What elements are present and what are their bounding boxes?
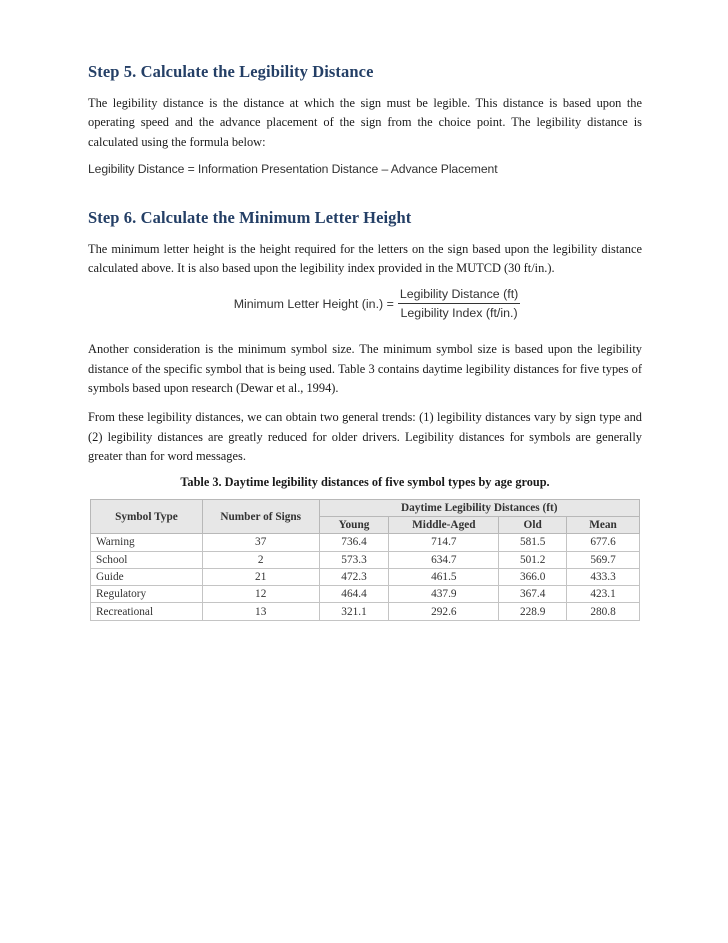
cell-mean: 433.3	[567, 568, 640, 585]
cell-middle-aged: 292.6	[389, 603, 499, 620]
cell-old: 367.4	[499, 586, 567, 603]
trends-paragraph: From these legibility distances, we can obtain two general trends: (1) legibility distances vary by sign type and (2) legibility distances are greatly reduced for older drivers. Legibility distances for symbols are generally greater than for word messages.	[88, 410, 642, 463]
cell-signs: 12	[202, 586, 319, 603]
cell-mean: 677.6	[567, 534, 640, 551]
symbol-size-paragraph: Another consideration is the minimum symbol size. The minimum symbol size is based upon the legibility distance of the specific symbol that is being used. Table 3 contains daytime legibility distances for five types of symbols based upon research (Dewar et al., 1994).	[88, 342, 642, 396]
cell-signs: 37	[202, 534, 319, 551]
cell-type: Warning	[91, 534, 203, 551]
cell-mean: 569.7	[567, 551, 640, 568]
table-row	[91, 568, 640, 585]
formula-fraction	[398, 287, 520, 320]
cell-young: 472.3	[319, 568, 389, 585]
header-number-of-signs: Number of Signs	[202, 500, 319, 534]
formula-lhs: Minimum Letter Height (in.) =	[233, 296, 394, 311]
cell-middle-aged: 634.7	[389, 551, 499, 568]
step6-paragraph: The minimum letter height is the height required for the letters on the sign based upon the legibility distance calculated above. It is also based upon the legibility index provided in the MUTCD (30 ft/in.).	[88, 241, 642, 276]
cell-signs: 13	[202, 603, 319, 620]
cell-middle-aged: 437.9	[389, 586, 499, 603]
header-daytime-legibility: Daytime Legibility Distances (ft)	[319, 500, 639, 517]
cell-type: Recreational	[91, 603, 203, 620]
cell-mean: 423.1	[567, 586, 640, 603]
cell-middle-aged: 714.7	[389, 534, 499, 551]
table-row	[91, 551, 640, 568]
step5-paragraph: The legibility distance is the distance at which the sign must be legible. This distance is based upon the operating speed and the advance placement of the sign from the choice point. The legibility distance is calculated using the formula below:	[88, 96, 642, 149]
header-young: Young	[319, 517, 389, 534]
letter-height-formula	[112, 287, 642, 320]
cell-old: 501.2	[499, 551, 567, 568]
cell-type: Regulatory	[91, 586, 203, 603]
formula-numerator: Legibility Distance (ft)	[398, 287, 520, 304]
page-content	[88, 62, 642, 621]
cell-old: 581.5	[499, 534, 567, 551]
legibility-table	[90, 499, 640, 620]
cell-type: Guide	[91, 568, 203, 585]
table-caption: Table 3. Daytime legibility distances of five symbol types by age group.	[180, 475, 550, 490]
cell-young: 573.3	[319, 551, 389, 568]
cell-old: 366.0	[499, 568, 567, 585]
table-row	[91, 534, 640, 551]
header-old: Old	[499, 517, 567, 534]
cell-young: 736.4	[319, 534, 389, 551]
cell-young: 464.4	[319, 586, 389, 603]
legibility-distance-formula: Legibility Distance = Information Presentation Distance – Advance Placement	[88, 161, 498, 176]
cell-middle-aged: 461.5	[389, 568, 499, 585]
cell-type: School	[91, 551, 203, 568]
header-mean: Mean	[567, 517, 640, 534]
header-middle-aged: Middle-Aged	[389, 517, 499, 534]
step5-heading: Step 5. Calculate the Legibility Distance	[88, 62, 374, 81]
cell-signs: 2	[202, 551, 319, 568]
table-row	[91, 603, 640, 620]
formula-denominator: Legibility Index (ft/in.)	[400, 306, 518, 321]
step6-heading: Step 6. Calculate the Minimum Letter Height	[88, 207, 412, 227]
header-symbol-type: Symbol Type	[91, 500, 203, 534]
cell-young: 321.1	[319, 603, 389, 620]
cell-mean: 280.8	[567, 603, 640, 620]
cell-old: 228.9	[499, 603, 567, 620]
table-row	[91, 586, 640, 603]
cell-signs: 21	[202, 568, 319, 585]
